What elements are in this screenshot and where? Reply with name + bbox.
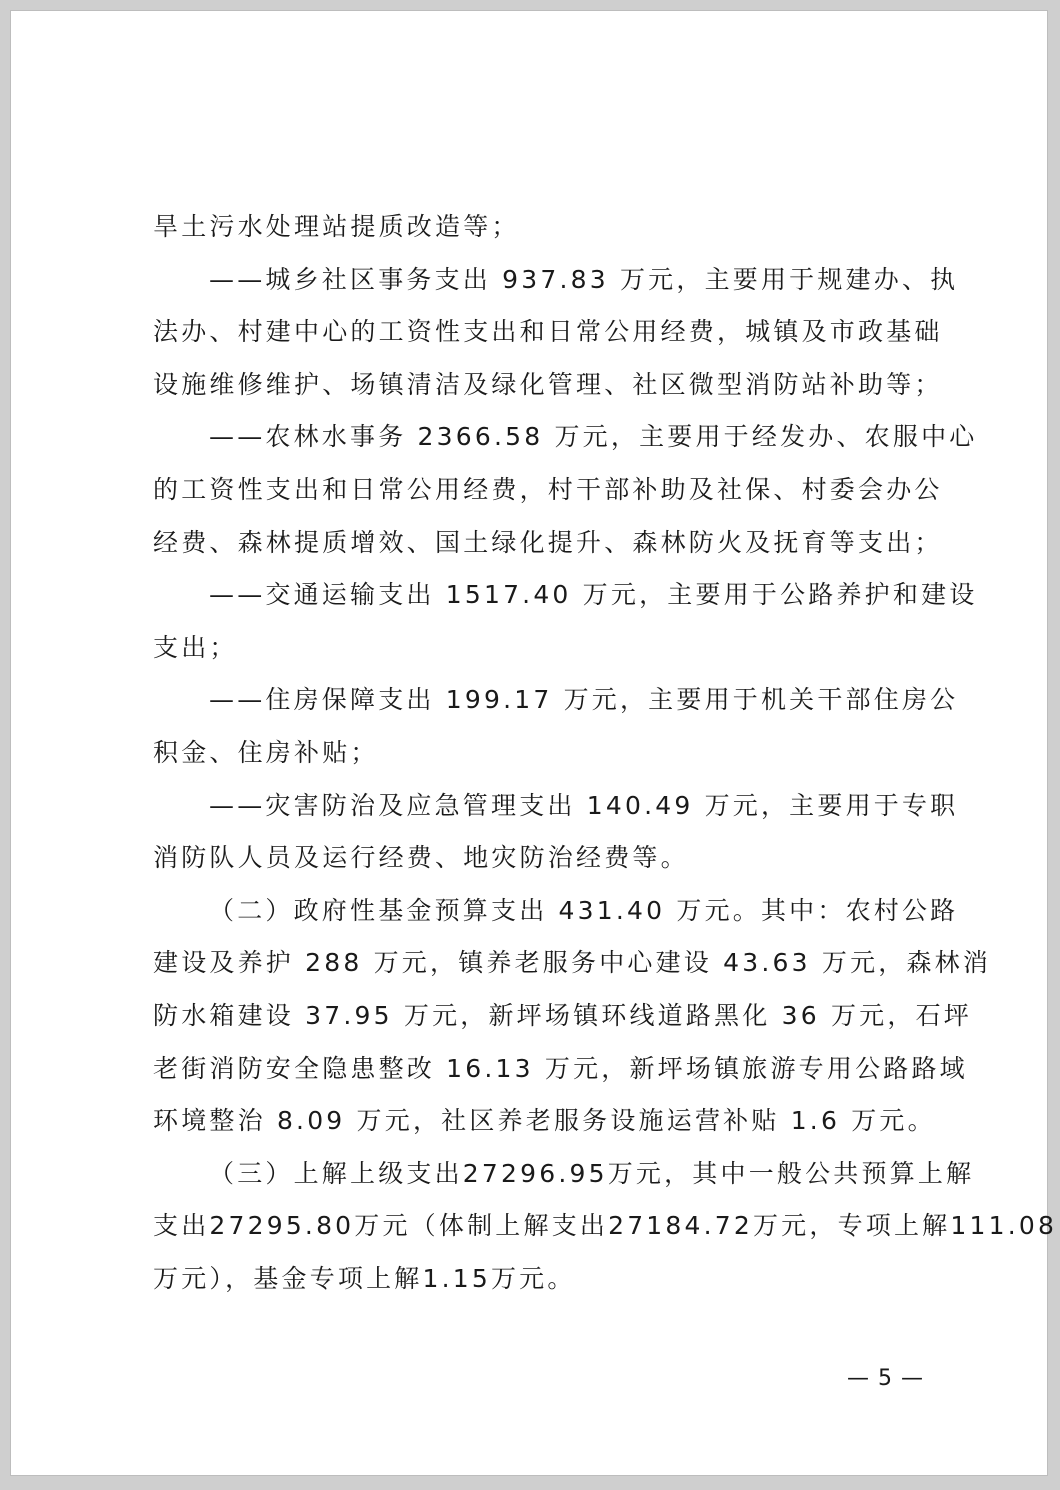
text-line-11: 积金、住房补贴； xyxy=(153,737,379,767)
text-line-18: 环境整治 8.09 万元，社区养老服务设施运营补贴 1.6 万元。 xyxy=(153,1106,936,1136)
text-line-9: 支出； xyxy=(153,632,238,662)
text-line-15: 建设及养护 288 万元，镇养老服务中心建设 43.63 万元，森林消 xyxy=(153,948,992,978)
text-line-4: 设施维修维护、场镇清洁及绿化管理、社区微型消防站补助等； xyxy=(153,369,943,399)
text-line-7: 经费、森林提质增效、国土绿化提升、森林防火及抚育等支出； xyxy=(153,527,943,557)
text-line-20: 支出27295.80万元（体制上解支出27184.72万元，专项上解111.08 xyxy=(153,1211,1058,1241)
page-number: — 5 — xyxy=(847,1366,924,1391)
text-line-16: 防水箱建设 37.95 万元，新坪场镇环线道路黑化 36 万元，石坪 xyxy=(153,1000,972,1030)
text-line-17: 老街消防安全隐患整改 16.13 万元，新坪场镇旅游专用公路路域 xyxy=(153,1053,968,1083)
document-page xyxy=(10,10,1058,1476)
text-line-14: （二）政府性基金预算支出 431.40 万元。其中：农村公路 xyxy=(209,895,959,925)
text-line-1: 旱土污水处理站提质改造等； xyxy=(153,212,520,241)
text-line-5: ——农林水事务 2366.58 万元，主要用于经发办、农服中心 xyxy=(209,422,978,452)
text-line-8: ——交通运输支出 1517.40 万元，主要用于公路养护和建设 xyxy=(209,580,978,610)
text-line-3: 法办、村建中心的工资性支出和日常公用经费，城镇及市政基础 xyxy=(153,317,943,347)
text-line-13: 消防队人员及运行经费、地灾防治经费等。 xyxy=(153,843,689,873)
text-line-10: ——住房保障支出 199.17 万元，主要用于机关干部住房公 xyxy=(209,685,959,715)
text-line-2: ——城乡社区事务支出 937.83 万元，主要用于规建办、执 xyxy=(209,264,959,294)
text-line-19: （三）上解上级支出27296.95万元，其中一般公共预算上解 xyxy=(209,1158,975,1188)
text-line-12: ——灾害防治及应急管理支出 140.49 万元，主要用于专职 xyxy=(209,790,959,820)
text-line-6: 的工资性支出和日常公用经费，村干部补助及社保、村委会办公 xyxy=(153,474,943,504)
text-line-21: 万元），基金专项上解1.15万元。 xyxy=(153,1263,576,1293)
body-text xyxy=(153,201,1058,1305)
